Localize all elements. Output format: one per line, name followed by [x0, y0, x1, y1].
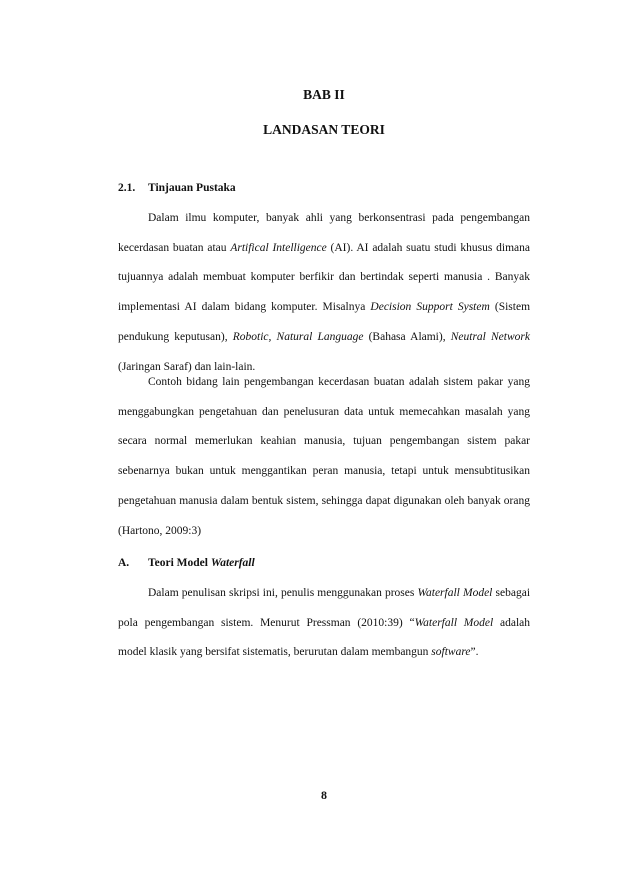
paragraph-expert-system [118, 368, 530, 546]
section-heading-2-1 [118, 182, 530, 194]
paragraph-text: (Bahasa Alami), [363, 330, 451, 343]
section-heading-a [118, 557, 530, 569]
chapter-label: BAB II [303, 87, 345, 102]
paragraph-italic-term: Waterfall Model [414, 616, 494, 629]
paragraph-text: Dalam penulisan skripsi ini, penulis menggunakan proses [148, 587, 418, 599]
paragraph-text: sebagai pola pengembangan sistem. Menurut Pressman (2010:39) “ [118, 587, 531, 629]
paragraph-text: Contoh bidang lain pengembangan kecerdasan buatan adalah sistem pakar yang menggabungkan pengetahuan dan penelusuran data untuk memecahkan masalah yang secara normal memerlukan keahian manusia, tujuan pengembangan sistem pakar sebenarnya bukan untuk menggantikan peran manusia, tetapi untuk mensubtitusikan pengetahuan manusia dalam bentuk sistem, sehingga dapat digunakan oleh banyak orang (Hartono, 2009:3) [118, 376, 530, 537]
page-number: 8 [321, 788, 327, 802]
paragraph-ai-intro [118, 204, 530, 382]
paragraph-italic-term: Decision Support System [370, 301, 490, 314]
paragraph-italic-term: Neutral Network [450, 330, 530, 343]
paragraph-text: (Sistem pendukung keputusan), [118, 301, 531, 343]
paragraph-text: (Jaringan Saraf) dan lain-lain. [118, 360, 256, 373]
section-title-italic: Waterfall [210, 557, 255, 569]
section-number: 2.1. [118, 182, 136, 194]
section-number: A. [118, 557, 130, 569]
paragraph-text: Dalam ilmu komputer, banyak ahli yang berkonsentrasi pada pengembangan kecerdasan buatan atau [118, 212, 530, 254]
section-title: Tinjauan Pustaka [148, 182, 236, 194]
paragraph-italic-term: software [431, 646, 471, 659]
paragraph-text: (AI). AI adalah suatu studi khusus dimana tujuannya adalah membuat komputer berfikir dan bertindak seperti manusia . Banyak implementasi AI dalam bidang komputer. Misalnya [118, 241, 530, 314]
paragraph-italic-term: Robotic, Natural Language [232, 330, 364, 343]
chapter-title: LANDASAN TEORI [263, 122, 385, 137]
paragraph-italic-term: Waterfall Model [417, 587, 493, 599]
paragraph-text: adalah model klasik yang bersifat sistematis, berurutan dalam membangun [118, 616, 530, 659]
paragraph-text: ”. [470, 646, 479, 659]
paragraph-italic-term: Artifical Intelligence [230, 241, 327, 254]
paragraph-waterfall [118, 579, 530, 668]
section-title: Teori Model [148, 557, 211, 569]
